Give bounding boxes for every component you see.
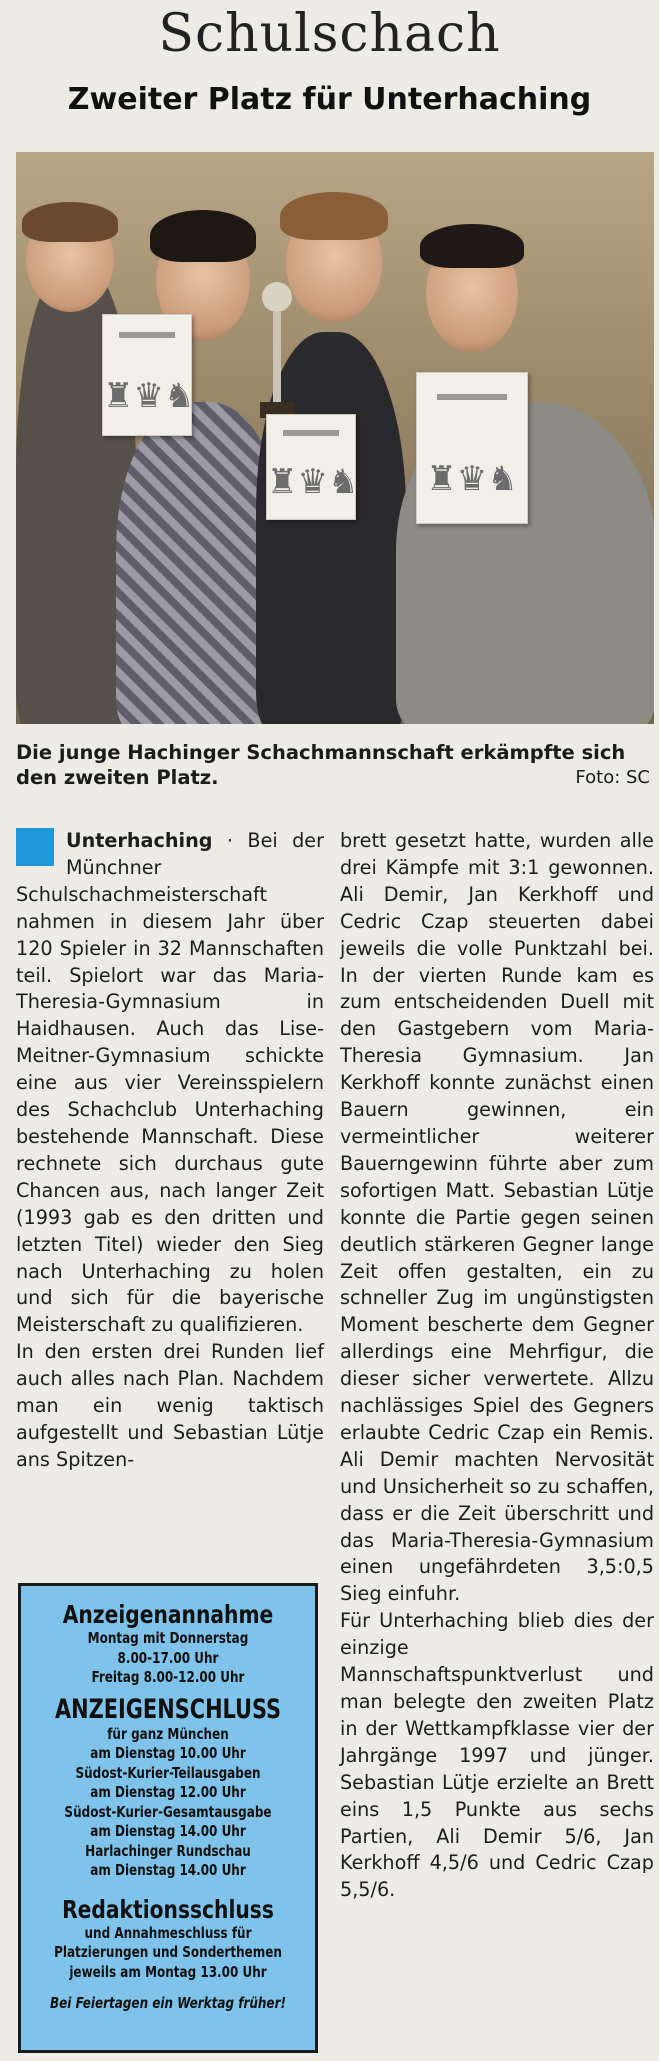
ad-line: Südost-Kurier-Teilausgaben [75,1763,261,1782]
article-paragraph: In den ersten drei Runden lief auch alles nach Plan. Nachdem man ein wenig taktisch aufgestellt und Sebastian Lütje ans Spitzen- [16,1340,324,1471]
ad-line: Montag mit Donnerstag [87,1629,249,1647]
ad-line: am Dienstag 14.00 Uhr [90,1861,246,1879]
article-column-right [340,828,654,1904]
ad-line: und Annahmeschluss für [84,1923,252,1942]
boy-second-hair [150,210,256,262]
ad-title: Anzeigenannahme [62,1600,274,1629]
ad-line: für ganz München [107,1724,229,1743]
ad-line: Freitag 8.00-12.00 Uhr [91,1668,245,1686]
article-dateline: Unterhaching [66,829,213,852]
certificate-one [102,314,192,436]
boy-third-hair [280,192,388,240]
article-paragraph [16,828,324,1339]
photo-caption [16,740,652,790]
ad-line: Platzierungen und Sonderthemen [54,1943,282,1961]
ad-line: am Dienstag 12.00 Uhr [90,1783,246,1801]
caption-text: Die junge Hachinger Schachmannschaft erkämpfte sich den zweiten Platz. [16,741,626,789]
ad-line: jeweils am Montag 13.00 Uhr [69,1962,267,1981]
certificate-three [416,372,528,524]
trophy-icon [260,282,294,422]
ad-line: Harlachinger Rundschau [85,1841,251,1860]
ad-footer-note: Bei Feiertagen ein Werktag früher! [50,1994,286,2012]
ad-deadlines-box [18,1583,318,2053]
article-paragraph: Für Unterhaching blieb dies der einzige Mannschaftspunktverlust und man belegte den zweiten Platz in der Wettkampfklasse vier der Jahrgänge 1997 und jünger. Sebastian Lütje erzielte an Brett eins 1,5 Punkte aus sechs Partien, Ali Demir 5/6, Jan Kerkhoff 4,5/6 und Cedric Czap 5,5/6. [340,1609,654,1902]
section-marker-icon [16,828,54,866]
photo-credit: Foto: SC [575,767,650,788]
ad-line: Südost-Kurier-Gesamtausgabe [64,1802,272,1821]
dateline-separator: · [212,829,248,852]
ad-line: 8.00-17.00 Uhr [117,1648,219,1667]
certificate-two [266,414,356,520]
section-title: Schulschach [158,4,501,64]
team-photo [16,152,654,724]
article-headline: Zweiter Platz für Unterhaching [67,82,592,117]
boy-right-hair [420,224,524,268]
ad-editorial-title: Redaktionsschluss [62,1894,274,1924]
article-text: Bei der Münchner Schulschachmeisterschaft nahmen in diesem Jahr über 120 Spieler in 32 Mannschaften teil. Spielort war das Maria-Theresia-Gymnasium in Haidhausen. Auch das Lise-Meitner-Gymnasium schickte eine aus vier Vereinsspielern des Schachclub Unterhaching bestehende Mannschaft. Diese rechnete sich durchaus gute Chancen aus, nach langer Zeit (1993 gab es den dritten und letzten Titel) wieder den Sieg nach Unterhaching zu holen und sich für die bayerische Meisterschaft zu qualifizieren. [16,829,324,1337]
ad-line: am Dienstag 10.00 Uhr [90,1744,246,1762]
article-paragraph: brett gesetzt hatte, wurden alle drei Kämpfe mit 3:1 gewonnen. Ali Demir, Jan Kerkhoff und Cedric Czap steuerten dabei jeweils die volle Punktzahl bei. In der vierten Runde kam es zum entscheidenden Duell mit den Gastgebern vom Maria-Theresia Gymnasium. Jan Kerkhoff konnte zunächst einen Bauern gewinnen, ein vermeintlicher weiterer Bauerngewinn führte aber zum sofortigen Matt. Sebastian Lütje konnte die Partie gegen seinen deutlich stärkeren Gegner lange Zeit offen gestalten, ein zu schneller Zug im ungünstigsten Moment bescherte dem Gegner allerdings eine Mehrfigur, die dieser sicher verwertete. Allzu nachlässiges Spiel des Gegners erlaubte Cedric Czap ein Remis. Ali Demir machten Nervosität und Unsicherheit so zu schaffen, dass er die Zeit überschritt und das Maria-Theresia-Gymnasium einen ungefährdeten 3,5:0,5 Sieg einfuhr. [340,829,654,1606]
article-column-left [16,828,324,1474]
boy-left-hair [22,202,118,242]
ad-line: am Dienstag 14.00 Uhr [90,1822,246,1840]
ad-deadline-title: ANZEIGENSCHLUSS [54,1693,282,1725]
